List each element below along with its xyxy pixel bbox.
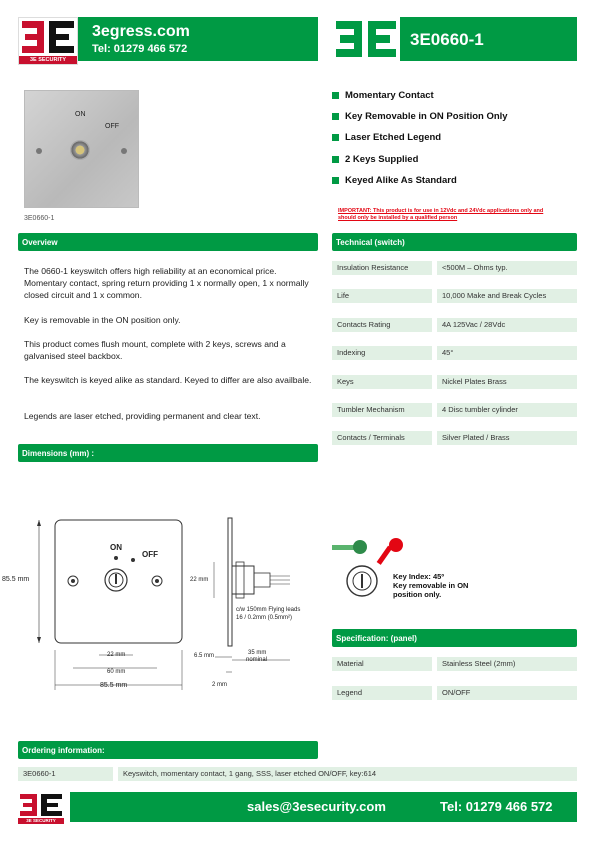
overview-paragraph: Legends are laser etched, providing permanent and clear text. <box>24 411 261 421</box>
product-logo-mark <box>332 17 400 61</box>
specification-header: Specification: (panel) <box>332 629 577 647</box>
dim-leads-1: c/w 150mm Flying leads <box>236 607 301 613</box>
3e-mark-icon <box>332 17 400 61</box>
tech-value: 4 Disc tumbler cylinder <box>437 403 577 417</box>
dim-22: 22 mm <box>107 652 126 658</box>
logo-tag: 3E SECURITY <box>29 57 67 63</box>
product-code-title: 3E0660-1 <box>410 30 484 49</box>
header-phone: Tel: 01279 466 572 <box>92 43 188 55</box>
order-code: 3E0660-1 <box>18 767 113 781</box>
tech-value: 10,000 Make and Break Cycles <box>437 289 577 303</box>
dim-on-label: ON <box>110 543 122 552</box>
tech-label: Indexing <box>332 346 432 360</box>
overview-header: Overview <box>18 233 318 251</box>
footer-phone: Tel: 01279 466 572 <box>440 799 553 814</box>
dim-2: 2 mm <box>212 682 227 688</box>
important-note: IMPORTANT: This product is for use in 12Vdc and 24Vdc applications only and should only be installed by a qualified person <box>338 208 544 221</box>
technical-header: Technical (switch) <box>332 233 577 251</box>
dim-off-label: OFF <box>142 550 158 559</box>
company-logo <box>18 17 78 65</box>
tech-value: Silver Plated / Brass <box>437 431 577 445</box>
tech-label: Contacts Rating <box>332 318 432 332</box>
overview-paragraph: The 0660-1 keyswitch offers high reliability at an economical price. Momentary contact, spring return providing 1 x normally open, 1 x normally closed circuit and 1 x common. <box>24 266 309 300</box>
spec-label: Material <box>332 657 432 671</box>
tech-label: Tumbler Mechanism <box>332 403 432 417</box>
dim-leads-2: 16 / 0.2mm (0.5mm²) <box>236 615 293 621</box>
key-index-line1: Key Index: 45º <box>393 572 445 581</box>
dim-60: 60 mm <box>107 669 126 675</box>
photo-label-on: ON <box>75 111 86 118</box>
overview-paragraph: Key is removable in the ON position only. <box>24 315 181 325</box>
bullet-icon <box>332 92 339 99</box>
screw-right-icon <box>121 148 127 154</box>
tech-value: Nickel Plates Brass <box>437 375 577 389</box>
feature-item: Momentary Contact <box>332 89 434 101</box>
red-key-icon <box>377 538 403 565</box>
dimension-drawing <box>0 500 330 700</box>
footer-logo-tag: 3E SECURITY <box>26 818 56 823</box>
dim-depth-22: 22 mm <box>190 577 209 583</box>
key-index-line3: position only. <box>393 590 442 599</box>
bullet-icon <box>332 156 339 163</box>
bullet-icon <box>332 177 339 184</box>
bullet-icon <box>332 113 339 120</box>
spec-label: Legend <box>332 686 432 700</box>
tech-label: Contacts / Terminals <box>332 431 432 445</box>
key-index-text <box>393 572 468 599</box>
tech-value: 4A 125Vac / 28Vdc <box>437 318 577 332</box>
green-key-icon <box>332 540 367 554</box>
dimensions-header: Dimensions (mm) : <box>18 444 318 462</box>
footer-logo <box>18 792 64 824</box>
spec-value: Stainless Steel (2mm) <box>437 657 577 671</box>
feature-item: Keyed Alike As Standard <box>332 174 457 186</box>
key-cylinder-icon <box>70 140 90 160</box>
dim-width: 85.5 mm <box>100 682 128 689</box>
photo-label-off: OFF <box>105 123 119 130</box>
photo-caption: 3E0660-1 <box>24 215 55 222</box>
ordering-header: Ordering information: <box>18 741 318 759</box>
footer-email[interactable]: sales@3esecurity.com <box>247 799 386 814</box>
dim-35: 35 mm <box>248 650 267 656</box>
dim-height: 85.5 mm <box>2 576 30 583</box>
spec-value: ON/OFF <box>437 686 577 700</box>
feature-item: Key Removable in ON Position Only <box>332 110 508 122</box>
bullet-icon <box>332 134 339 141</box>
dim-6-5: 6.5 mm <box>194 653 215 659</box>
feature-item: 2 Keys Supplied <box>332 153 418 165</box>
side-plate-outline <box>228 518 232 646</box>
header-website[interactable]: 3egress.com <box>92 23 190 40</box>
tech-label: Insulation Resistance <box>332 261 432 275</box>
feature-item: Laser Etched Legend <box>332 131 441 143</box>
screw-left-icon <box>36 148 42 154</box>
tech-value: 45° <box>437 346 577 360</box>
tech-value: <500M – Ohms typ. <box>437 261 577 275</box>
overview-paragraph: This product comes flush mount, complete with 2 keys, screws and a galvanised steel backbox. <box>24 339 286 361</box>
dim-nominal: nominal <box>246 657 268 663</box>
overview-paragraph: The keyswitch is keyed alike as standard. Keyed to differ are also availbale. <box>24 375 312 385</box>
tech-label: Life <box>332 289 432 303</box>
product-photo <box>24 90 139 208</box>
side-body-outline <box>232 566 254 594</box>
tech-label: Keys <box>332 375 432 389</box>
key-index-line2: Key removable in ON <box>393 581 469 590</box>
order-description: Keyswitch, momentary contact, 1 gang, SSS, laser etched ON/OFF, key:614 <box>118 767 577 781</box>
